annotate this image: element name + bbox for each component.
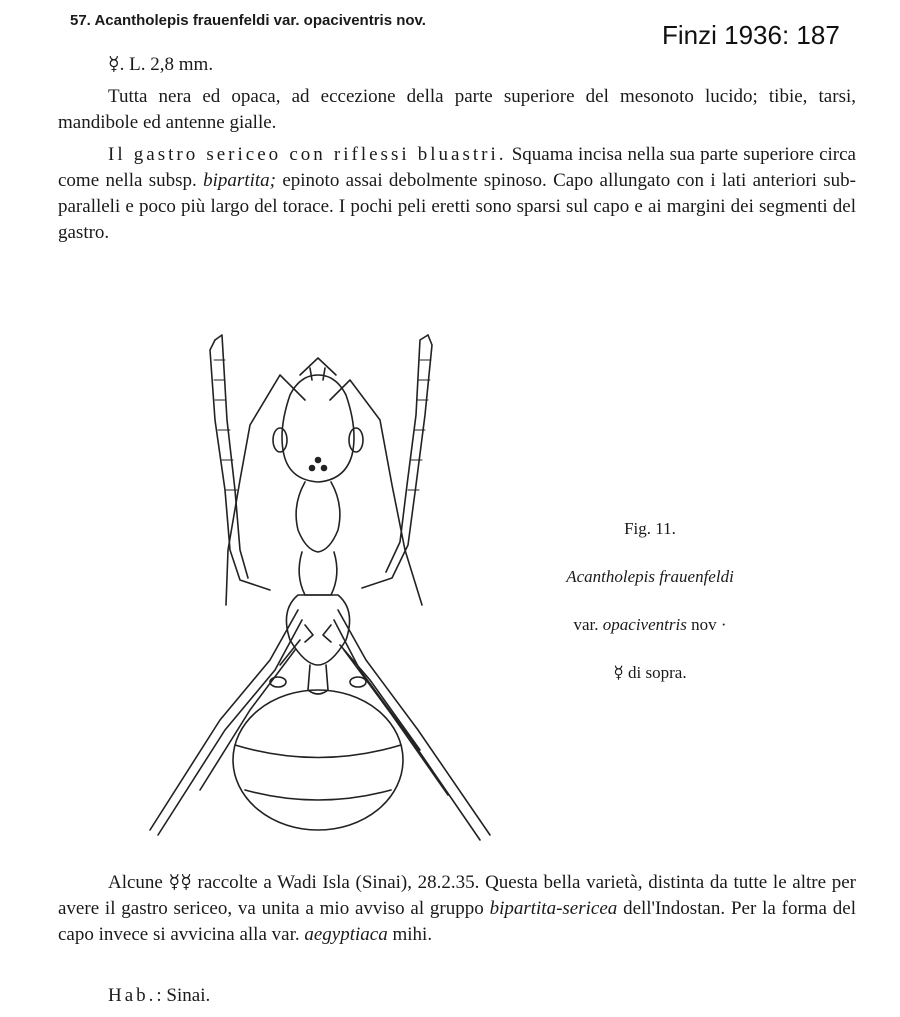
ant-thorax [296, 482, 340, 552]
figure-species: Acantholepis frauenfeldi [566, 567, 734, 586]
figure-number: Fig. 11. [624, 519, 676, 538]
right-legs [338, 610, 490, 835]
ant-head [282, 375, 354, 482]
figure-caption [520, 505, 780, 697]
size-line: ☿. L. 2,8 mm. [108, 54, 214, 75]
figure-view: ☿ di sopra. [613, 663, 687, 682]
habitat-label: Hab. [108, 985, 157, 1006]
citation-label: Finzi 1936: 187 [662, 20, 840, 50]
ant-illustration [130, 320, 510, 845]
left-antenna [226, 375, 305, 605]
description-paragraph-2: Il gastro sericeo con riflessi bluastri. Squama incisa nella sua parte superiore circa come nella subsp. bipartita; epinoto assai debolmente spinoso. Capo allungato con i lati anteriori sub-paralleli e poco più largo del torace. I pochi peli eretti sono sparsi sul capo e ai margini dei segmenti del gastro. [58, 144, 856, 243]
species-heading: 57. Acantholepis frauenfeldi var. opaciventris nov. [70, 12, 426, 29]
right-antenna [330, 380, 422, 605]
figure-variety: var. opaciventris nov · [573, 615, 727, 634]
gaster-lead: Il gastro sericeo con riflessi bluastri. [108, 144, 507, 165]
habitat-value: : Sinai. [156, 985, 211, 1006]
ant-gaster [233, 690, 403, 830]
description-paragraph-1: Tutta nera ed opaca, ad eccezione della parte superiore del mesonoto lucido; tibie, tarsi, mandibole ed antenne gialle. [58, 86, 856, 133]
remarks-paragraph: Alcune ☿☿ raccolte a Wadi Isla (Sinai), 28.2.35. Questa bella varietà, distinta da tutte le altre per avere il gastro sericeo, va unita a mio avviso al gruppo bipartita-sericea dell'Indostan. Per la forma del capo invece si avvicina alla var. aegyptiaca mihi. [58, 872, 856, 945]
habitat-line [108, 983, 900, 1009]
